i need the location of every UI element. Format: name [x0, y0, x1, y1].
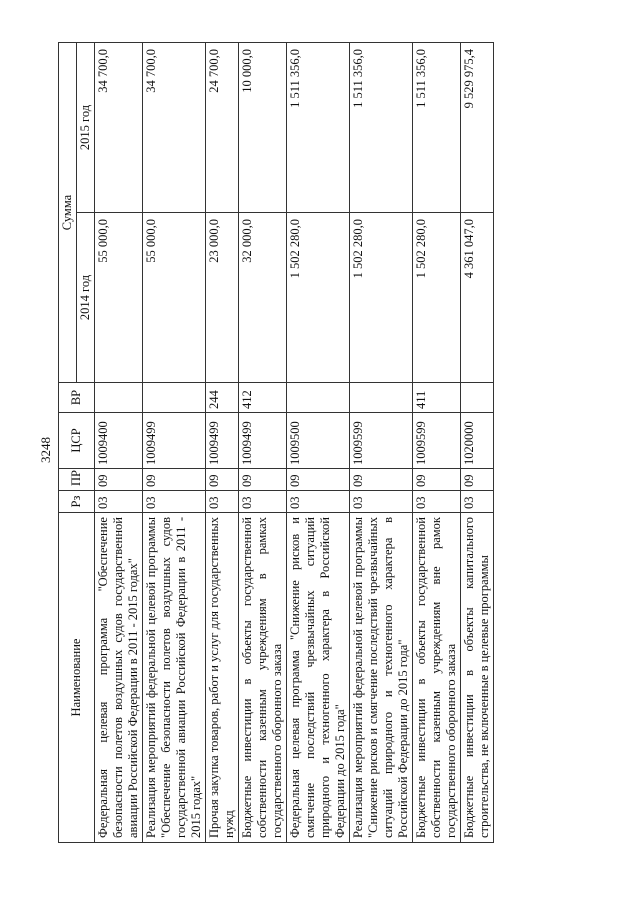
cell-rz: 03 — [143, 491, 206, 513]
cell-pr: 09 — [413, 469, 461, 491]
cell-y2015: 1 511 356,0 — [413, 43, 461, 213]
cell-y2015: 10 000,0 — [239, 43, 287, 213]
header-pr: ПР — [59, 469, 95, 491]
cell-pr: 09 — [287, 469, 350, 491]
header-row — [59, 43, 77, 843]
cell-rz: 03 — [95, 491, 143, 513]
table-body — [95, 43, 494, 843]
cell-rz: 03 — [461, 491, 494, 513]
cell-vr — [287, 383, 350, 413]
cell-name: Федеральная целевая программа "Обеспечение безопасности полетов воздушных судов государственной авиации Российской Федерации в 2011 - 2015 годах" — [95, 513, 143, 843]
cell-vr — [350, 383, 413, 413]
cell-y2015: 9 529 975,4 — [461, 43, 494, 213]
cell-rz: 03 — [413, 491, 461, 513]
cell-pr: 09 — [461, 469, 494, 491]
cell-csr: 1020000 — [461, 413, 494, 469]
cell-vr — [143, 383, 206, 413]
header-name: Наименование — [59, 513, 95, 843]
cell-name: Прочая закупка товаров, работ и услуг для государственных нужд — [206, 513, 239, 843]
cell-csr: 1009499 — [206, 413, 239, 469]
cell-rz: 03 — [287, 491, 350, 513]
header-2015: 2015 год — [77, 43, 95, 213]
cell-y2015: 1 511 356,0 — [350, 43, 413, 213]
header-csr: ЦСР — [59, 413, 95, 469]
header-2014: 2014 год — [77, 213, 95, 383]
cell-vr: 244 — [206, 383, 239, 413]
table-row — [95, 43, 143, 843]
table-row — [239, 43, 287, 843]
budget-table — [58, 42, 494, 843]
cell-csr: 1009400 — [95, 413, 143, 469]
cell-y2014: 4 361 047,0 — [461, 213, 494, 383]
cell-y2014: 23 000,0 — [206, 213, 239, 383]
table-row — [350, 43, 413, 843]
table-row — [413, 43, 461, 843]
cell-y2015: 1 511 356,0 — [287, 43, 350, 213]
table-row — [461, 43, 494, 843]
table-row — [206, 43, 239, 843]
cell-vr — [461, 383, 494, 413]
cell-y2015: 34 700,0 — [95, 43, 143, 213]
cell-name: Реализация мероприятий федеральной целевой программы "Обеспечение безопасности полетов воздушных судов государственной авиации Российской Федерации в 2011 - 2015 годах" — [143, 513, 206, 843]
cell-pr: 09 — [239, 469, 287, 491]
cell-name: Реализация мероприятий федеральной целевой программы "Снижение рисков и смягчение последствий чрезвычайных ситуаций природного и техногенного характера в Российской Федерации до 2015 года" — [350, 513, 413, 843]
cell-y2014: 55 000,0 — [95, 213, 143, 383]
cell-y2015: 24 700,0 — [206, 43, 239, 213]
cell-rz: 03 — [206, 491, 239, 513]
cell-csr: 1009499 — [239, 413, 287, 469]
cell-vr — [95, 383, 143, 413]
cell-vr: 412 — [239, 383, 287, 413]
cell-pr: 09 — [95, 469, 143, 491]
cell-rz: 03 — [239, 491, 287, 513]
header-rz: Рз — [59, 491, 95, 513]
table-row — [287, 43, 350, 843]
cell-pr: 09 — [206, 469, 239, 491]
cell-name: Бюджетные инвестиции в объекты государственной собственности казенным учреждениям вне рамок государственного оборонного заказа — [413, 513, 461, 843]
header-vr: ВР — [59, 383, 95, 413]
cell-csr: 1009599 — [413, 413, 461, 469]
cell-y2014: 1 502 280,0 — [350, 213, 413, 383]
table-row — [143, 43, 206, 843]
cell-rz: 03 — [350, 491, 413, 513]
cell-y2014: 55 000,0 — [143, 213, 206, 383]
cell-y2014: 32 000,0 — [239, 213, 287, 383]
cell-name: Бюджетные инвестиции в объекты капитального строительства, не включенные в целевые программы — [461, 513, 494, 843]
header-sum: Сумма — [59, 43, 77, 383]
cell-y2014: 1 502 280,0 — [287, 213, 350, 383]
cell-y2014: 1 502 280,0 — [413, 213, 461, 383]
cell-csr: 1009500 — [287, 413, 350, 469]
page-number: 3248 — [38, 437, 53, 463]
cell-csr: 1009499 — [143, 413, 206, 469]
cell-vr: 411 — [413, 383, 461, 413]
cell-name: Федеральная целевая программа "Снижение рисков и смягчение последствий чрезвычайных ситуаций природного и техногенного характера в Российской Федерации до 2015 года" — [287, 513, 350, 843]
cell-y2015: 34 700,0 — [143, 43, 206, 213]
cell-name: Бюджетные инвестиции в объекты государственной собственности казенным учреждениям в рамках государственного оборонного заказа — [239, 513, 287, 843]
cell-pr: 09 — [350, 469, 413, 491]
cell-pr: 09 — [143, 469, 206, 491]
cell-csr: 1009599 — [350, 413, 413, 469]
